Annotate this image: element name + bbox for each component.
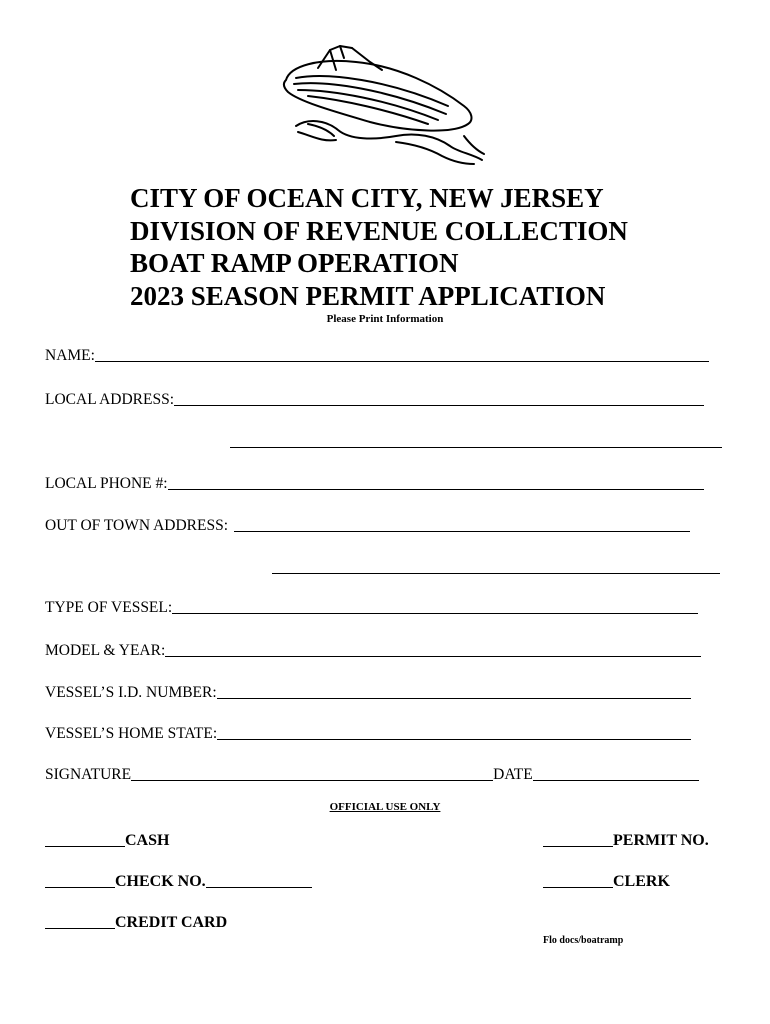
boat-logo-icon [278,40,490,168]
signature-date-field [45,766,699,784]
clerk-label: CLERK [613,873,670,890]
local-phone-field [45,475,704,493]
credit-card-input-line[interactable] [45,915,115,929]
heading-division: DIVISION OF REVENUE COLLECTION [130,215,628,246]
type-of-vessel-field [45,599,698,617]
print-note: Please Print Information [326,313,444,325]
footer-note: Flo docs/boatramp [543,935,624,946]
document-heading [130,182,628,312]
local-phone-label: LOCAL PHONE #: [45,475,168,492]
local-address-field [45,391,704,409]
model-year-input-line[interactable] [165,643,701,657]
cash-field [45,832,169,850]
vessel-home-state-input-line[interactable] [217,726,691,740]
model-year-label: MODEL & YEAR: [45,642,166,659]
name-input-line[interactable] [95,348,709,362]
cash-label: CASH [125,832,170,849]
signature-input-line[interactable] [131,767,493,781]
out-of-town-address-input-line[interactable] [234,518,690,532]
local-address-line-2[interactable] [230,446,722,448]
out-of-town-address-line-2[interactable] [272,572,720,574]
vessel-id-label: VESSEL’S I.D. NUMBER: [45,684,217,701]
local-phone-input-line[interactable] [168,476,704,490]
local-address-label: LOCAL ADDRESS: [45,391,175,408]
date-input-line[interactable] [533,767,699,781]
type-of-vessel-input-line[interactable] [172,600,698,614]
heading-permit-application: 2023 SEASON PERMIT APPLICATION [130,280,606,311]
clerk-field [543,873,670,891]
official-use-heading: OFFICIAL USE ONLY [329,801,441,813]
name-label: NAME: [45,347,95,364]
check-no-field [45,873,312,891]
permit-no-label: PERMIT NO. [613,832,709,849]
check-no-input-line[interactable] [206,874,312,888]
vessel-home-state-field [45,725,691,743]
permit-no-field [543,832,709,850]
heading-city: CITY OF OCEAN CITY, NEW JERSEY [130,183,604,213]
date-label: DATE [493,766,533,783]
type-of-vessel-label: TYPE OF VESSEL: [45,599,173,616]
check-no-label: CHECK NO. [115,873,206,890]
cash-input-line[interactable] [45,833,125,847]
local-address-input-line[interactable] [174,392,704,406]
name-field [45,347,709,365]
model-year-field [45,642,701,660]
permit-no-input-line[interactable] [543,833,613,847]
out-of-town-address-field [45,517,690,535]
clerk-input-line[interactable] [543,874,613,888]
vessel-id-field [45,684,691,702]
check-indicator-line[interactable] [45,874,115,888]
vessel-id-input-line[interactable] [217,685,691,699]
credit-card-label: CREDIT CARD [115,914,228,931]
credit-card-field [45,914,227,932]
vessel-home-state-label: VESSEL’S HOME STATE: [45,725,218,742]
heading-operation: BOAT RAMP OPERATION [130,248,459,278]
out-of-town-address-label: OUT OF TOWN ADDRESS: [45,517,229,534]
signature-label: SIGNATURE [45,766,132,783]
